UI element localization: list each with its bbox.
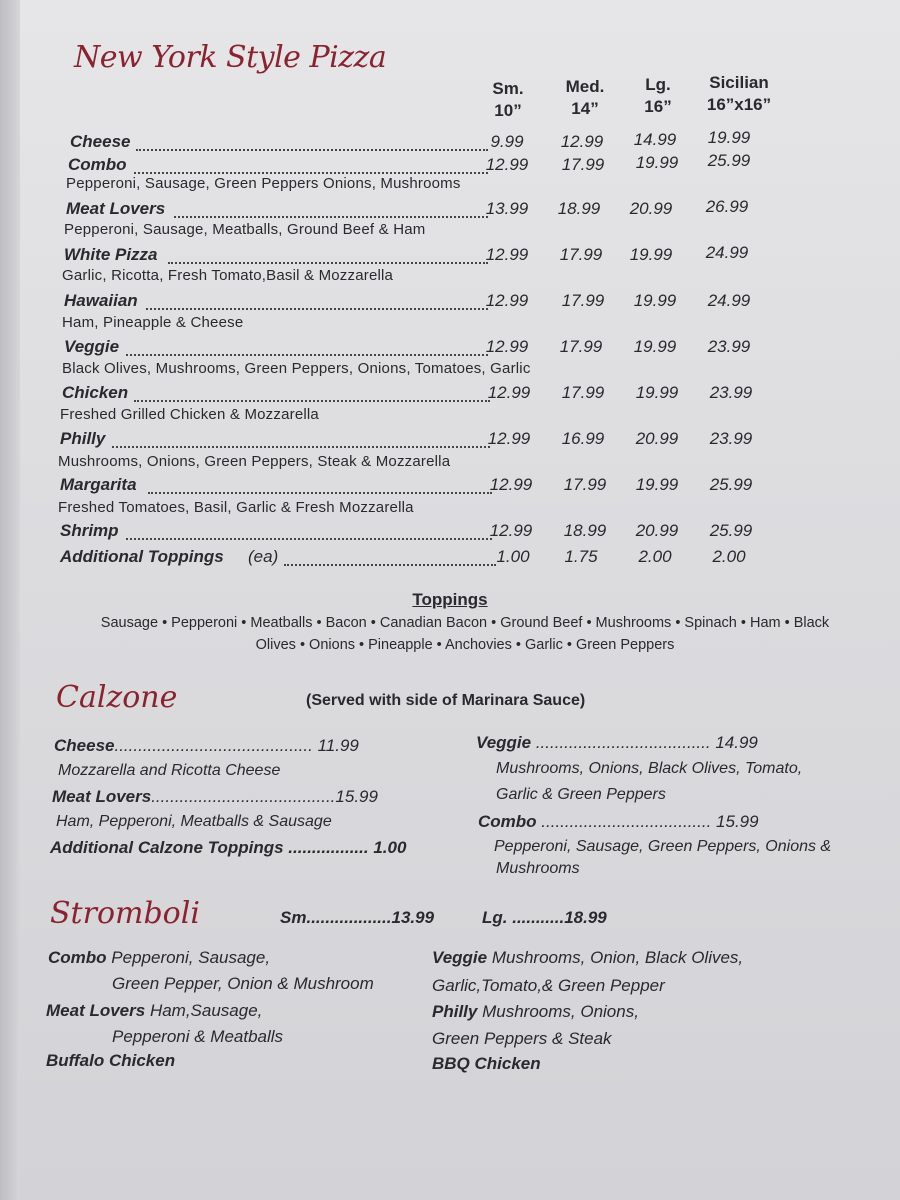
stromboli-item-desc: Garlic,Tomato,& Green Pepper bbox=[432, 976, 665, 995]
item-name: Meat Lovers bbox=[52, 787, 152, 806]
pizza-price: 26.99 bbox=[705, 197, 749, 216]
leader-dots bbox=[136, 147, 488, 151]
calzone-item-desc: Mozzarella and Ricotta Cheese bbox=[58, 762, 281, 779]
stromboli-item-philly bbox=[432, 1002, 639, 1022]
stromboli-item-combo bbox=[48, 948, 270, 968]
stromboli-item-buffalo-chicken bbox=[46, 1051, 175, 1071]
pizza-item-desc: Garlic, Ricotta, Fresh Tomato,Basil & Mozzarella bbox=[62, 267, 394, 284]
pizza-price: 12.99 bbox=[485, 245, 529, 264]
pizza-price: 23.99 bbox=[709, 383, 753, 402]
stromboli-item-meat-lovers bbox=[46, 1001, 262, 1021]
pizza-row bbox=[0, 429, 900, 451]
size-label: Lg. bbox=[482, 908, 508, 927]
pizza-price: 17.99 bbox=[563, 475, 607, 494]
pizza-price: 1.00 bbox=[496, 547, 530, 566]
pizza-price: 18.99 bbox=[563, 521, 607, 540]
leader-dots bbox=[112, 444, 490, 448]
size-name: Lg. bbox=[645, 75, 671, 94]
item-name: Cheese bbox=[54, 736, 115, 755]
pizza-item-name: Chicken bbox=[62, 383, 129, 402]
pizza-price: 13.99 bbox=[485, 199, 529, 218]
toppings-line: Olives • Onions • Pineapple • Anchovies • Garlic • Green Peppers bbox=[255, 637, 675, 653]
calzone-item-desc: Mushrooms, Onions, Black Olives, Tomato, bbox=[496, 760, 803, 777]
pizza-item-desc: Black Olives, Mushrooms, Green Peppers, Onions, Tomatoes, Garlic bbox=[62, 360, 531, 377]
pizza-row bbox=[0, 199, 900, 221]
pizza-row bbox=[0, 128, 900, 154]
pizza-item-name: Philly bbox=[60, 429, 106, 448]
size-label: Sm. bbox=[280, 908, 312, 927]
stromboli-item-veggie bbox=[432, 948, 743, 968]
item-name: Veggie bbox=[476, 733, 532, 752]
item-name: Buffalo Chicken bbox=[46, 1051, 176, 1070]
pizza-price: 12.99 bbox=[485, 291, 529, 310]
size-dim: 16” bbox=[644, 97, 672, 116]
pizza-section-title: New York Style Pizza bbox=[74, 40, 387, 75]
pizza-item-name: White Pizza bbox=[64, 245, 158, 264]
size-name: Med. bbox=[565, 77, 605, 96]
pizza-price: 12.99 bbox=[489, 521, 533, 540]
pizza-item-desc: Pepperoni, Sausage, Green Peppers Onions, Mushrooms bbox=[66, 175, 461, 192]
item-price: 18.99 bbox=[564, 908, 607, 927]
item-name: Philly bbox=[432, 1002, 478, 1021]
leader-dots bbox=[284, 562, 496, 566]
size-name: Sicilian bbox=[709, 73, 769, 92]
pizza-price: 17.99 bbox=[561, 383, 605, 402]
pizza-item-name: Cheese bbox=[70, 132, 131, 151]
pizza-price: 2.00 bbox=[712, 547, 746, 566]
leader-dots: ................. bbox=[311, 908, 392, 927]
pizza-price: 24.99 bbox=[707, 291, 751, 310]
size-dim: 16”x16” bbox=[706, 95, 772, 114]
item-desc: Ham,Sausage, bbox=[149, 1001, 263, 1020]
pizza-price: 19.99 bbox=[633, 337, 677, 356]
pizza-price: 12.99 bbox=[489, 475, 533, 494]
pizza-price: 18.99 bbox=[557, 199, 601, 218]
size-header-medium bbox=[555, 76, 615, 120]
pizza-price: 24.99 bbox=[705, 243, 749, 262]
pizza-additional-toppings-row bbox=[0, 547, 900, 569]
calzone-item-desc: Pepperoni, Sausage, Green Peppers, Onions & bbox=[494, 838, 832, 855]
pizza-price: 23.99 bbox=[707, 337, 751, 356]
item-price: 1.00 bbox=[373, 838, 407, 857]
pizza-price: 20.99 bbox=[629, 199, 673, 218]
item-price: 15.99 bbox=[716, 812, 759, 831]
calzone-item-desc: Ham, Pepperoni, Meatballs & Sausage bbox=[56, 813, 332, 830]
leader-dots bbox=[174, 214, 488, 218]
stromboli-large-price bbox=[482, 908, 607, 928]
leader-dots: .................................... bbox=[536, 812, 717, 831]
pizza-price: 9.99 bbox=[490, 132, 524, 151]
size-header-sicilian bbox=[694, 72, 784, 116]
calzone-additional-toppings bbox=[50, 838, 406, 858]
pizza-price: 12.99 bbox=[560, 132, 604, 151]
calzone-item-cheese bbox=[54, 736, 359, 756]
pizza-row bbox=[0, 337, 900, 359]
item-price: 13.99 bbox=[391, 908, 435, 927]
item-price: 14.99 bbox=[715, 733, 758, 752]
pizza-price: 2.00 bbox=[638, 547, 672, 566]
item-price: 15.99 bbox=[335, 787, 378, 806]
stromboli-title: Stromboli bbox=[50, 896, 200, 931]
stromboli-item-desc: Pepperoni & Meatballs bbox=[112, 1027, 284, 1046]
leader-dots: ................. bbox=[283, 838, 374, 857]
size-dim: 10” bbox=[494, 101, 522, 120]
leader-dots bbox=[126, 536, 492, 540]
stromboli-item-desc: Green Pepper, Onion & Mushroom bbox=[112, 974, 374, 993]
pizza-price: 12.99 bbox=[485, 337, 529, 356]
stromboli-item-desc: Green Peppers & Steak bbox=[432, 1029, 612, 1048]
calzone-item-desc: Mushrooms bbox=[496, 860, 580, 877]
calzone-item-meat-lovers bbox=[52, 787, 378, 807]
item-name: Combo bbox=[478, 812, 537, 831]
item-name: Meat Lovers bbox=[46, 1001, 146, 1020]
pizza-item-name: Shrimp bbox=[60, 521, 119, 540]
toppings-title: Toppings bbox=[412, 590, 488, 609]
pizza-item-desc: Freshed Tomatoes, Basil, Garlic & Fresh Mozzarella bbox=[58, 499, 414, 516]
item-desc: Mushrooms, Onion, Black Olives, bbox=[491, 948, 744, 967]
pizza-price: 20.99 bbox=[635, 521, 679, 540]
pizza-price: 17.99 bbox=[559, 245, 603, 264]
pizza-price: 19.99 bbox=[633, 291, 677, 310]
pizza-price: 23.99 bbox=[709, 429, 753, 448]
pizza-row bbox=[0, 521, 900, 543]
pizza-item-desc: Mushrooms, Onions, Green Peppers, Steak & Mozzarella bbox=[58, 453, 451, 470]
pizza-price: 17.99 bbox=[559, 337, 603, 356]
pizza-price: 12.99 bbox=[487, 383, 531, 402]
leader-dots bbox=[134, 170, 488, 174]
size-header-large bbox=[628, 74, 688, 118]
pizza-item-desc: Pepperoni, Sausage, Meatballs, Ground Beef & Ham bbox=[64, 221, 426, 238]
calzone-item-desc: Garlic & Green Peppers bbox=[496, 786, 666, 803]
leader-dots bbox=[146, 306, 488, 310]
pizza-price: 19.99 bbox=[707, 128, 751, 147]
pizza-price: 19.99 bbox=[629, 245, 673, 264]
leader-dots bbox=[126, 352, 488, 356]
size-header-small bbox=[478, 78, 538, 122]
leader-dots: ....................................... bbox=[151, 787, 336, 806]
pizza-price: 19.99 bbox=[635, 153, 679, 172]
pizza-item-name: Hawaiian bbox=[64, 291, 138, 310]
leader-dots: .......................................... bbox=[114, 736, 318, 755]
pizza-row bbox=[0, 383, 900, 405]
pizza-price: 16.99 bbox=[561, 429, 605, 448]
size-name: Sm. bbox=[492, 79, 524, 98]
leader-dots bbox=[148, 490, 492, 494]
pizza-price: 17.99 bbox=[561, 155, 605, 174]
leader-dots: ........... bbox=[507, 908, 565, 927]
pizza-item-desc: Freshed Grilled Chicken & Mozzarella bbox=[60, 406, 319, 423]
pizza-price: 19.99 bbox=[635, 475, 679, 494]
item-price: 11.99 bbox=[317, 736, 359, 755]
pizza-row bbox=[0, 151, 900, 177]
pizza-item-name: Margarita bbox=[60, 475, 137, 494]
leader-dots bbox=[168, 260, 488, 264]
pizza-row bbox=[0, 245, 900, 267]
item-name: Combo bbox=[48, 948, 107, 967]
item-name: Veggie bbox=[432, 948, 488, 967]
toppings-list bbox=[60, 612, 870, 656]
calzone-title: Calzone bbox=[56, 680, 178, 715]
leader-dots: ..................................... bbox=[531, 733, 716, 752]
pizza-item-name: Veggie bbox=[64, 337, 120, 356]
stromboli-small-price bbox=[280, 908, 434, 928]
item-name: BBQ Chicken bbox=[432, 1054, 541, 1073]
pizza-row bbox=[0, 291, 900, 313]
calzone-item-combo bbox=[478, 812, 759, 832]
stromboli-item-bbq-chicken bbox=[432, 1054, 541, 1074]
pizza-price: 12.99 bbox=[485, 155, 529, 174]
pizza-item-name: Meat Lovers bbox=[66, 199, 166, 218]
pizza-item-name: Combo bbox=[68, 155, 127, 174]
pizza-price: 12.99 bbox=[487, 429, 531, 448]
pizza-price: 1.75 bbox=[564, 547, 598, 566]
item-name: Additional Calzone Toppings bbox=[50, 838, 284, 857]
pizza-price: 19.99 bbox=[635, 383, 679, 402]
size-dim: 14” bbox=[571, 99, 599, 118]
pizza-price: 25.99 bbox=[707, 151, 751, 170]
pizza-item-name: Additional Toppings bbox=[60, 547, 224, 566]
pizza-additional-suffix: (ea) bbox=[248, 547, 279, 566]
item-desc: Mushrooms, Onions, bbox=[482, 1002, 639, 1021]
pizza-price: 20.99 bbox=[635, 429, 679, 448]
pizza-price: 25.99 bbox=[709, 475, 753, 494]
pizza-price: 14.99 bbox=[633, 130, 677, 149]
pizza-item-desc: Ham, Pineapple & Cheese bbox=[62, 314, 244, 331]
pizza-price: 17.99 bbox=[561, 291, 605, 310]
calzone-item-veggie bbox=[476, 733, 758, 753]
pizza-row bbox=[0, 475, 900, 497]
calzone-note: (Served with side of Marinara Sauce) bbox=[306, 692, 586, 709]
pizza-price: 25.99 bbox=[709, 521, 753, 540]
toppings-line: Sausage • Pepperoni • Meatballs • Bacon • Canadian Bacon • Ground Beef • Mushrooms • Spinach • Ham • Black bbox=[100, 615, 830, 631]
item-desc: Pepperoni, Sausage, bbox=[111, 948, 271, 967]
leader-dots bbox=[134, 398, 490, 402]
